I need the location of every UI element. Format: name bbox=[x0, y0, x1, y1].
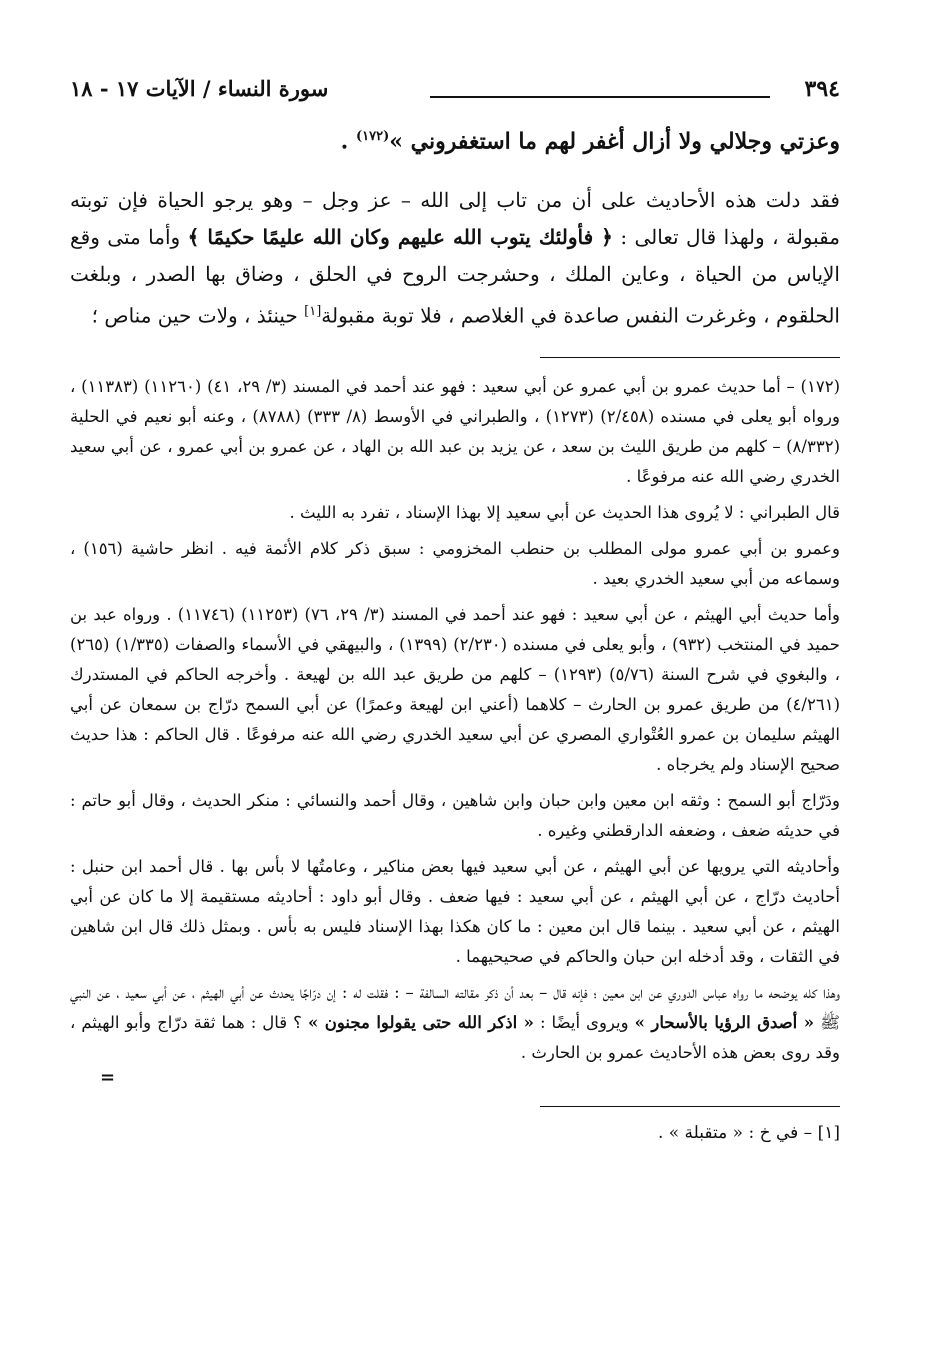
main-text-1: فقد دلت هذه الأحاديث على أن من تاب إلى الله – عز وجل – وهو يرجو الحياة فإن توبته مقبولة ، ولهذا قال تعالى : bbox=[70, 188, 841, 250]
editor-note-1: [١] – في خ : « متقبلة » . bbox=[657, 1122, 840, 1143]
running-title: سورة النساء / الآيات ١٧ - ١٨ bbox=[70, 76, 329, 101]
footnote-172: (١٧٢) – أما حديث عمرو بن أبي عمرو عن أبي سعيد : فهو عند أحمد في المسند (٣/ ٢٩، ٤١) (١١٢٦٠) (١١٣٨٣) ، ورواه أبو يعلى في مسنده (٢/٤٥٨) (١٢٧٣) ، والطبراني في الأوسط (٨/ ٣٣٣) (٨٧٨٨) ، وعنه أبو نعيم في الحلية (٨/٣٣٢) – كلهم من طريق الليث بن سعد ، عن يزيد بن عبد الله بن الهاد ، عن عمرو بن أبي عمرو ، عن أبي سعيد الخدري رضي الله عنه مرفوعًا . bbox=[70, 376, 841, 486]
footnote-ibn-maeen bbox=[70, 978, 840, 1068]
footnote-ref-172: (١٧٢) bbox=[355, 129, 390, 144]
continuation-mark: = bbox=[100, 1066, 116, 1088]
editor-ref-1: [١] bbox=[304, 304, 322, 320]
page-number: ٣٩٤ bbox=[804, 76, 840, 102]
fn-ibn-maeen-2: ويروى أيضًا : bbox=[539, 1012, 635, 1032]
main-text-2: وأما متى وقع الإياس من الحياة ، وعاين الملك ، وحشرجت الروح في الحلق ، وضاق بها الصدر ، وبلغت الحلقوم ، وغرغرت النفس صاعدة في الغلاصم ، فلا توبة مقبولة bbox=[70, 225, 840, 328]
main-text-3: حينئذ ، ولات حين مناص ؛ bbox=[91, 303, 305, 328]
fn-quote-dreams: « أصدق الرؤيا بالأسحار » bbox=[634, 1012, 815, 1032]
fn-ibn-maeen-3: ؟ قال : هما ثقة درّاج وأبو الهيثم ، وقد روى بعض هذه الأحاديث عمرو بن الحارث . bbox=[70, 1012, 840, 1062]
hadith-quote bbox=[70, 120, 840, 158]
page-header bbox=[70, 70, 840, 110]
footnote-amr: وعمرو بن أبي عمرو مولى المطلب بن حنطب المخزومي : سبق ذكر كلام الأئمة فيه . انظر حاشية (١٥٦) ، وسماعه من أبي سعيد الخدري بعيد . bbox=[70, 538, 840, 588]
editor-notes-rule bbox=[540, 1106, 840, 1107]
footnote-abu-haytham: وأما حديث أبي الهيثم ، عن أبي سعيد : فهو عند أحمد في المسند (٣/ ٢٩، ٧٦) (١١٢٥٣) (١١٧٤٦) . ورواه عبد بن حميد في المنتخب (٩٣٢) ، وأبو يعلى في مسنده (٢/٢٣٠) (١٣٩٩) ، والبيهقي في الأسماء والصفات (١/٣٣٥) (٢٦٥) ، والبغوي في شرح السنة (٥/٧٦) (١٢٩٣) – كلهم من طريق عبد الله بن لهيعة . وأخرجه الحاكم في المستدرك (٤/٢٦١) من طريق عمرو بن الحارث – كلاهما (أعني ابن لهيعة وعمرًا) عن أبي السمح درّاج بن سمعان عن أبي الهيثم سليمان بن عمرو العُتْواري المصري عن أبي سعيد الخدري رضي الله عنه مرفوعًا . قال الحاكم : هذا حديث صحيح الإسناد ولم يخرجاه . bbox=[70, 604, 840, 774]
footnote-darraj: ودَرّاج أبو السمح : وثقه ابن معين وابن حبان وابن شاهين ، وقال أحمد والنسائي : منكر الحديث ، وقال أبو حاتم : في حديثه ضعف ، وضعفه الدارقطني وغيره . bbox=[70, 790, 840, 840]
footnotes-rule bbox=[540, 357, 840, 358]
fn-quote-remember: « اذكر الله حتى يقولوا مجنون » bbox=[307, 1012, 534, 1032]
footnote-darraj-hadiths: وأحاديثه التي يرويها عن أبي الهيثم ، عن أبي سعيد فيها بعض مناكير ، وعامتُها لا بأس بها . قال أحمد ابن حنبل : أحاديث درّاج ، عن أبي الهيثم ، عن أبي سعيد : فيها ضعف . وقال أبو داود : أحاديثه مستقيمة إلا ما كان عن أبي الهيثم ، عن أبي سعيد . بينما قال ابن معين : ما كان هكذا بهذا الإسناد فليس به بأس . وبمثل ذلك قال ابن شاهين في الثقات ، وقد أدخله ابن حبان والحاكم في صحيحيهما . bbox=[70, 856, 840, 966]
quran-verse: ﴿ فأولئك يتوب الله عليهم وكان الله عليمًا حكيمًا ﴾ bbox=[187, 225, 613, 250]
hadith-quote-text: وعزتي وجلالي ولا أزال أغفر لهم ما استغفروني » bbox=[389, 128, 840, 155]
main-paragraph bbox=[70, 182, 840, 335]
footnotes bbox=[70, 372, 841, 1088]
hadith-quote-end: . bbox=[340, 128, 356, 155]
header-rule bbox=[430, 96, 770, 98]
page bbox=[70, 70, 840, 1147]
footnote-tabarani: قال الطبراني : لا يُروى هذا الحديث عن أبي سعيد إلا بهذا الإسناد ، تفرد به الليث . bbox=[289, 502, 840, 522]
fn-ibn-maeen-1: وهذا كله يوضحه ما رواه عباس الدوري عن ابن معين ؛ فإنه قال – بعد أن ذكر مقالته السالفة – : فقلت له : إن درّاجًا يحدث عن أبي الهيثم ، عن أبي سعيد ، عن النبي ﷺ bbox=[70, 982, 840, 1032]
